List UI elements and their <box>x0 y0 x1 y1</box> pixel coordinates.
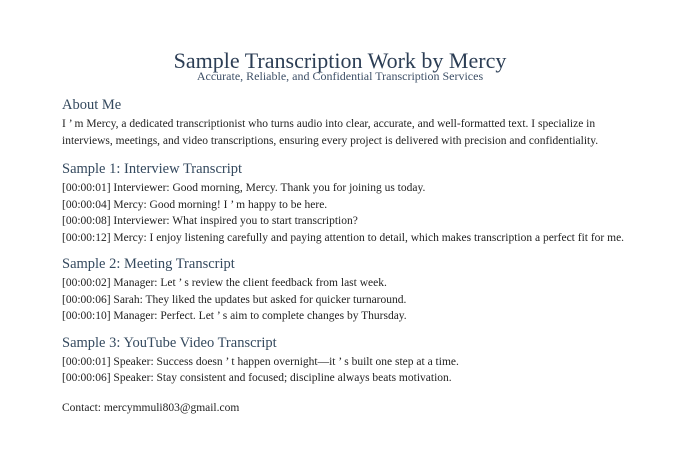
transcript-line: [00:00:02] Manager: Let ’ s review the client feedback from last week. <box>62 277 387 289</box>
contact-line: Contact: mercymmuli803@gmail.com <box>62 401 240 414</box>
transcript-line: [00:00:04] Mercy: Good morning! I ’ m happy to be here. <box>62 198 328 211</box>
transcript-line: [00:00:01] Speaker: Success doesn ’ t happen overnight—it ’ s built one step at a time. <box>62 355 459 368</box>
about-heading: About Me <box>62 97 122 113</box>
transcript-line: [00:00:01] Interviewer: Good morning, Mercy. Thank you for joining us today. <box>62 182 426 194</box>
transcript-line: [00:00:10] Manager: Perfect. Let ’ s aim to complete changes by Thursday. <box>62 310 407 322</box>
page-subtitle: Accurate, Reliable, and Confidential Transcription Services <box>196 69 484 83</box>
sample-2-section <box>62 255 632 325</box>
transcript-line: [00:00:12] Mercy: I enjoy listening carefully and paying attention to detail, which makes transcription a perfect fit for me. <box>62 231 625 244</box>
page-title: Sample Transcription Work by Mercy <box>173 48 507 73</box>
transcript-line: [00:00:06] Sarah: They liked the updates but asked for quicker turnaround. <box>62 293 407 306</box>
document-body <box>62 96 632 416</box>
transcript-line: [00:00:06] Speaker: Stay consistent and focused; discipline always beats motivation. <box>62 372 452 384</box>
sample-1-heading: Sample 1: Interview Transcript <box>62 161 243 177</box>
sample-3-section <box>62 334 632 387</box>
about-text: I ’ m Mercy, a dedicated transcriptionist who turns audio into clear, accurate, and well-formatted text. I specialize in interviews, meetings, and video transcriptions, ensuring every project is delivered with precision and confidentiality. <box>62 118 599 147</box>
sample-2-heading: Sample 2: Meeting Transcript <box>62 256 235 272</box>
sample-3-heading: Sample 3: YouTube Video Transcript <box>62 334 277 351</box>
transcript-line: [00:00:08] Interviewer: What inspired you to start transcription? <box>62 215 358 227</box>
sample-1-section <box>62 160 632 246</box>
about-section <box>62 96 632 150</box>
